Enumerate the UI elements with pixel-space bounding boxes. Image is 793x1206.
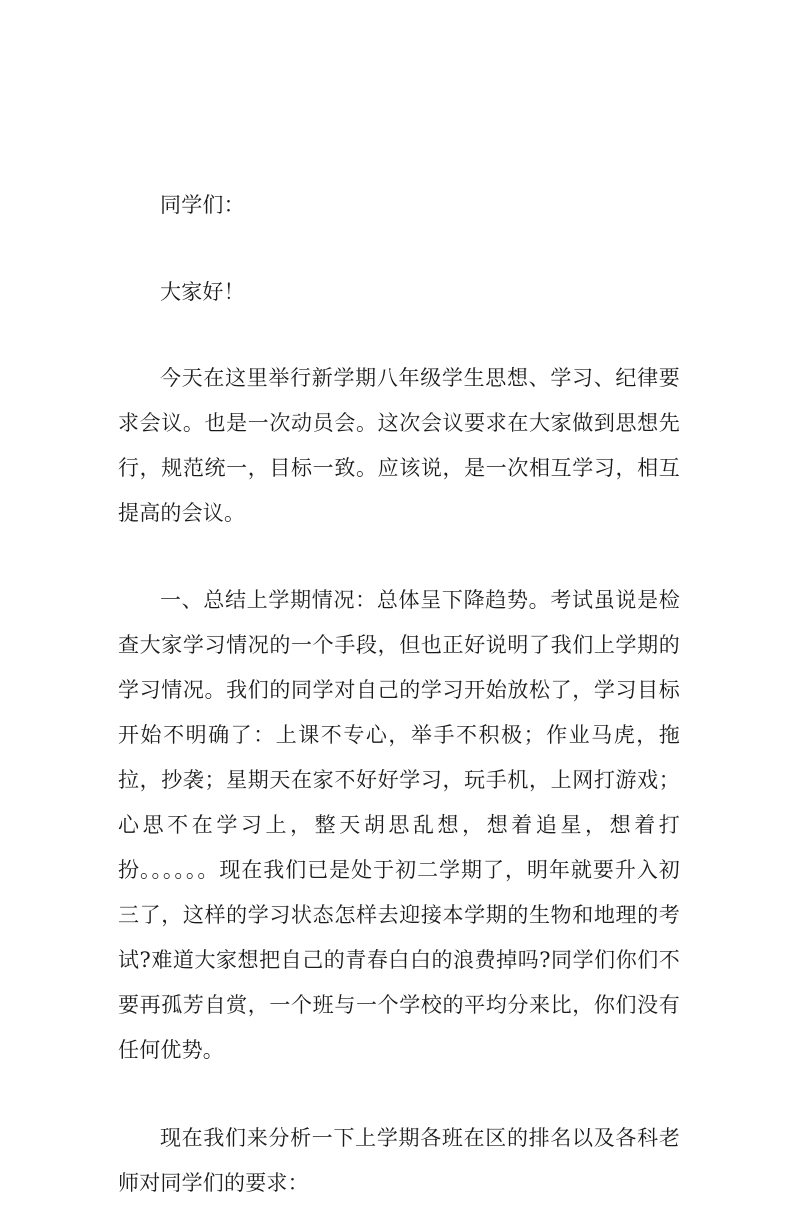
document-text-column [118, 183, 680, 1206]
paragraph-closing: 现在我们来分析一下上学期各班在区的排名以及各科老师对同学们的要求： [118, 1126, 680, 1195]
paragraph-salutation: 大家好！ [160, 280, 245, 304]
paragraph-introduction: 今天在这里举行新学期八年级学生思想、学习、纪律要求会议。也是一次动员会。这次会议要求在大家做到思想先行，规范统一，目标一致。应该说，是一次相互学习，相互提高的会议。 [118, 366, 680, 525]
paragraph-greeting: 同学们： [160, 193, 245, 217]
paragraph-section-one-summary: 一、总结上学期情况：总体呈下降趋势。考试虽说是检查大家学习情况的一个手段，但也正好说明了我们上学期的学习情况。我们的同学对自己的学习开始放松了，学习目标开始不明确了：上课不专心，举手不积极；作业马虎，拖拉，抄袭；星期天在家不好好学习，玩手机，上网打游戏；心思不在学习上，整天胡思乱想，想着追星，想着打扮。。。。。。现在我们已是处于初二学期了，明年就要升入初三了，这样的学习状态怎样去迎接本学期的生物和地理的考试?难道大家想把自己的青春白白的浪费掉吗?同学们你们不要再孤芳自赏，一个班与一个学校的平均分来比，你们没有任何优势。 [118, 588, 680, 1062]
